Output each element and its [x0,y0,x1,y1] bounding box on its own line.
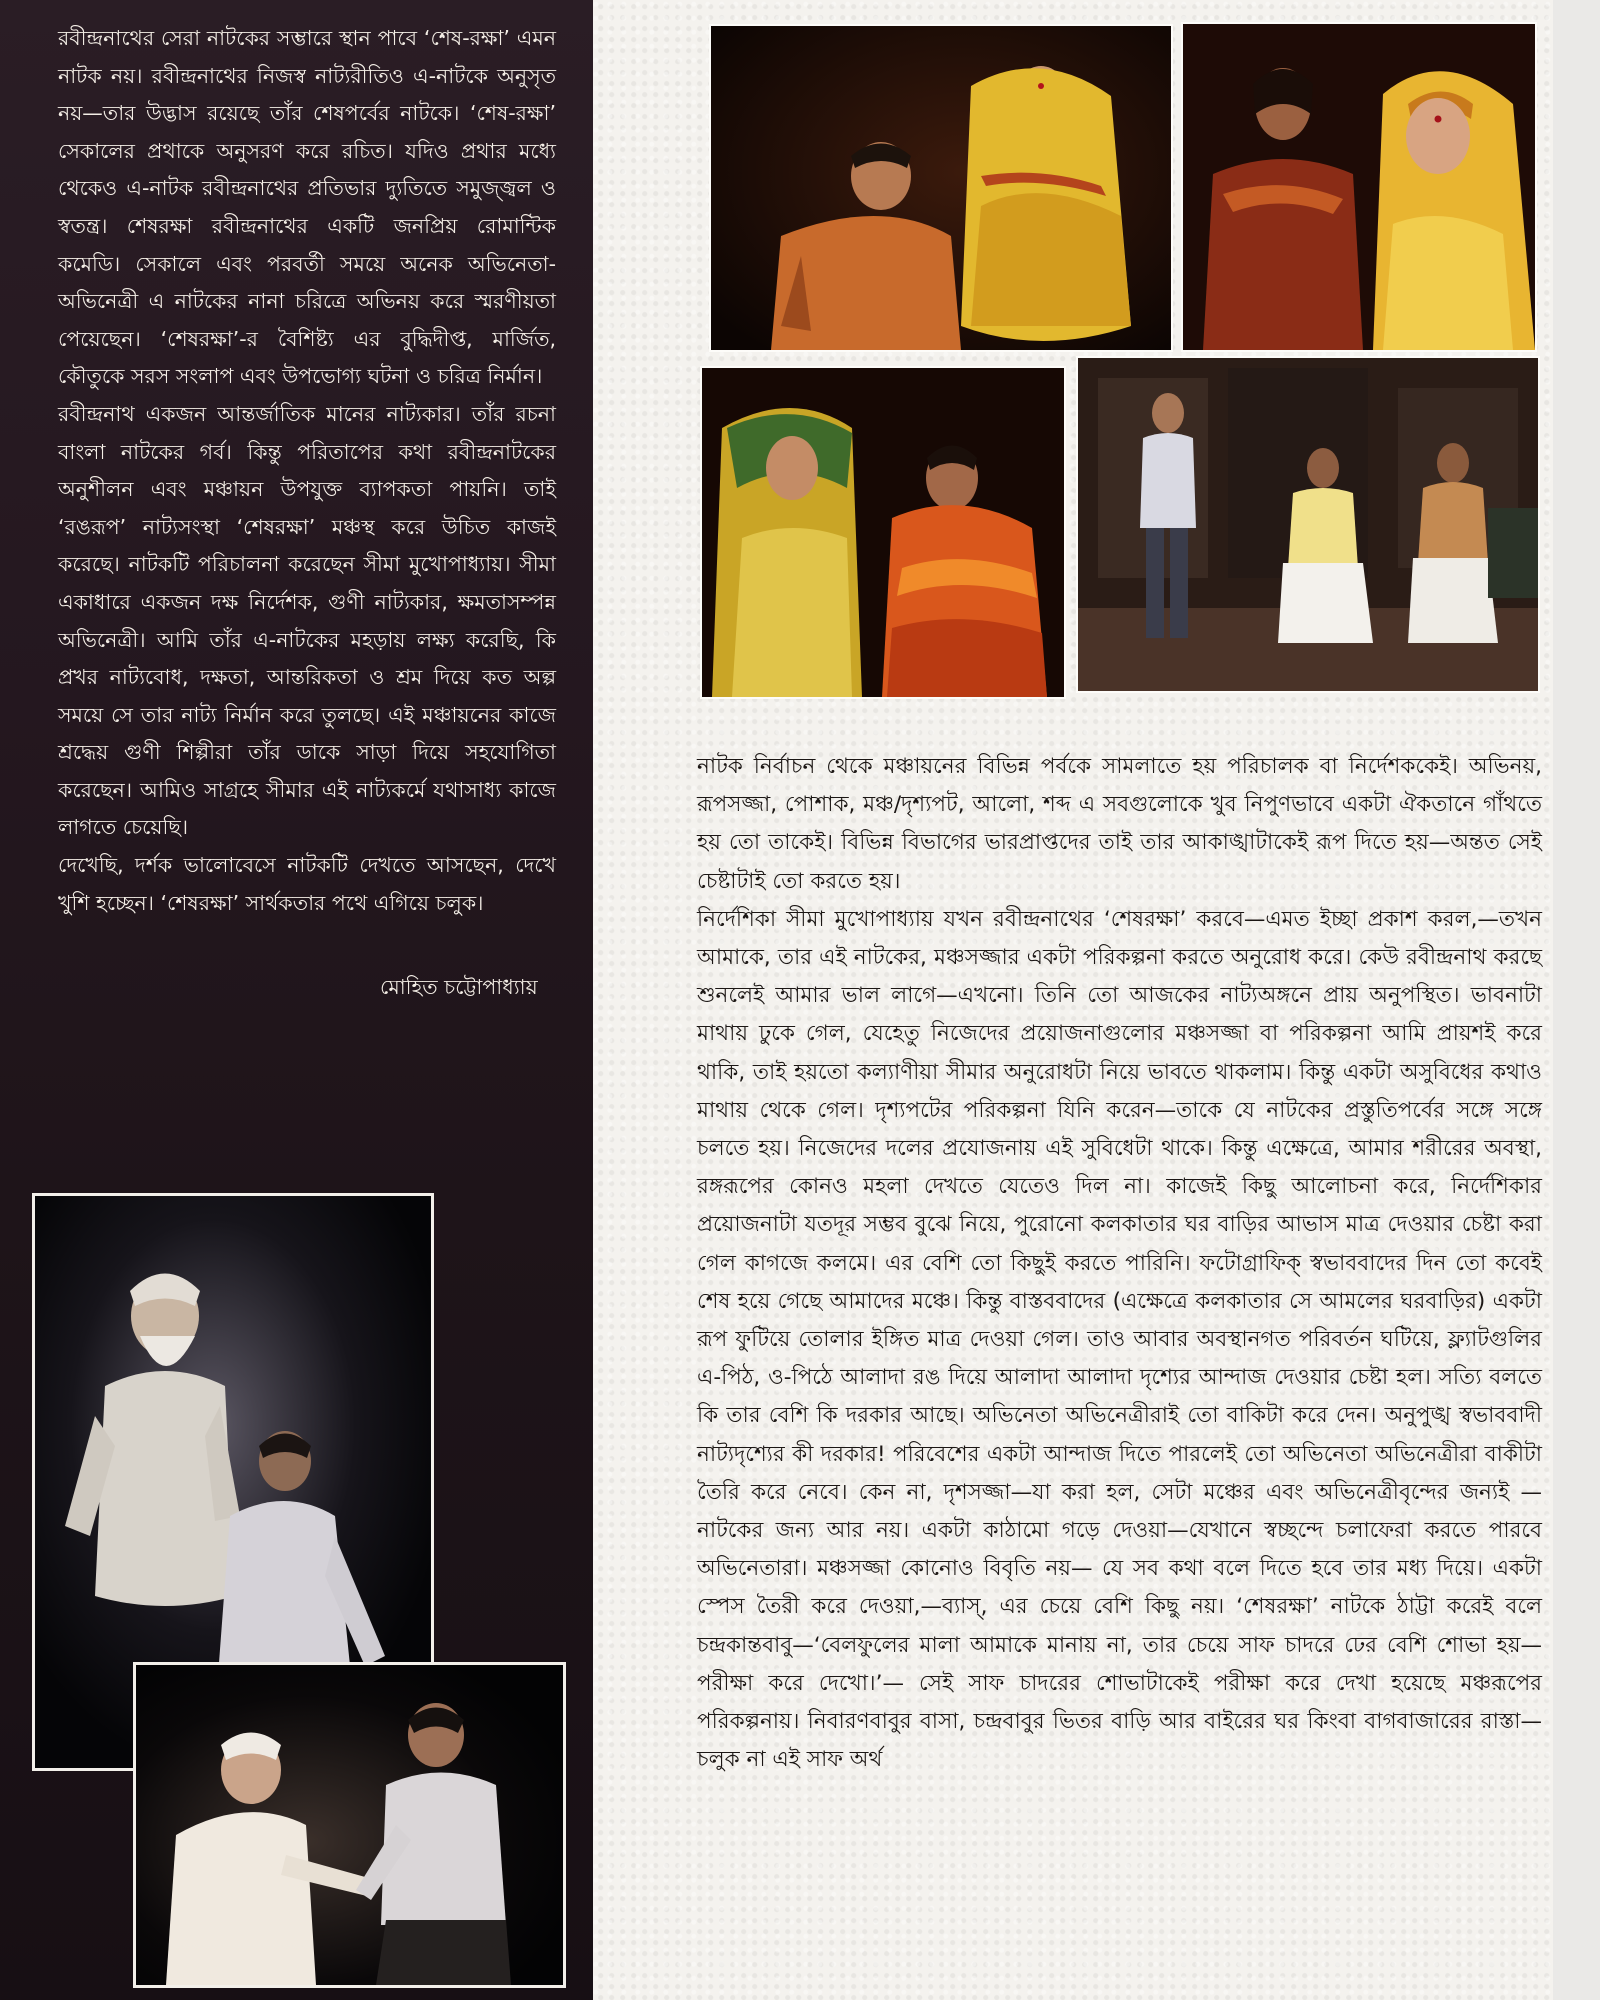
stage-design-article-text [697,748,1542,1779]
stage-photo-two-women-conversing [1181,22,1537,352]
foreword-paragraph-1: রবীন্দ্রনাথের সেরা নাটকের সম্ভারে স্থান পাবে ‘শেষ-রক্ষা’ এমন নাটক নয়। রবীন্দ্রনাথের নিজস্ব নাট্যরীতিও এ-নাটকে অনুসৃত নয়—তার উদ্ভাস রয়েছে তাঁর শেষপর্বের নাটকে। ‘শেষ-রক্ষা’ সেকালের প্রথাকে অনুসরণ করে রচিত। যদিও প্রথার মধ্যে থেকেও এ-নাটক রবীন্দ্রনাথের প্রতিভার দ্যুতিতে সমুজ্জ্বল ও স্বতন্ত্র। শেষরক্ষা রবীন্দ্রনাথের একটি জনপ্রিয় রোমান্টিক কমেডি। সেকালে এবং পরবর্তী সময়ে অনেক অভিনেতা-অভিনেত্রী এ নাটকের নানা চরিত্রে অভিনয় করে স্মরণীয়তা পেয়েছেন। ‘শেষরক্ষা’-র বৈশিষ্ট্য এর বুদ্ধিদীপ্ত, মার্জিত, কৌতুকে সরস সংলাপ এবং উপভোগ্য ঘটনা ও চরিত্র নির্মান। [58,26,556,389]
page-right-margin [1553,0,1600,2000]
foreword-paragraph-2: রবীন্দ্রনাথ একজন আন্তর্জাতিক মানের নাট্যকার। তাঁর রচনা বাংলা নাটকের গর্ব। কিন্তু পরিতাপের কথা রবীন্দ্রনাটকের অনুশীলন এবং মঞ্চায়ন উপযুক্ত ব্যাপকতা পায়নি। তাই ‘রঙরূপ’ নাট্যসংস্থা ‘শেষরক্ষা’ মঞ্চস্থ করে উচিত কাজই করেছে। নাটকটি পরিচালনা করেছেন সীমা মুখোপাধ্যায়। সীমা একাধারে একজন দক্ষ নির্দেশক, গুণী নাট্যকার, ক্ষমতাসম্পন্ন অভিনেত্রী। আমি তাঁর এ-নাটকের মহড়ায় লক্ষ্য করেছি, কি প্রখর নাট্যবোধ, দক্ষতা, আন্তরিকতা ও শ্রম দিয়ে কত অল্প সময়ে সে তার নাট্য নির্মান করে তুলছে। এই মঞ্চায়নের কাজে শ্রদ্ধেয় গুণী শিল্পীরা তাঁর ডাকে সাড়া দিয়ে সহযোগিতা করেছেন। আমিও সাগ্রহে সীমার এই নাট্যকর্মে যথাসাধ্য কাজে লাগতে চেয়েছি। [58,401,556,840]
author-signature: মোহিত চট্টোপাধ্যায় [380,975,538,999]
stage-photo-two-actors-greeting [133,1662,566,1988]
foreword-text [58,20,556,922]
stage-photo-seated-women [700,366,1066,699]
article-paragraph-2: নির্দেশিকা সীমা মুখোপাধ্যায় যখন রবীন্দ্রনাথের ‘শেষরক্ষা’ করবে—এমত ইচ্ছা প্রকাশ করল,—তখন আমাকে, তার এই নাটকের, মঞ্চসজ্জার একটা পরিকল্পনা করতে অনুরোধ করে। কেউ রবীন্দ্রনাথ করছে শুনলেই আমার ভাল লাগে—এখনো। তিনি তো আজকের নাট্যঅঙ্গনে প্রায় অনুপস্থিত। ভাবনাটা মাথায় ঢুকে গেল, যেহেতু নিজেদের প্রয়োজনাগুলোর মঞ্চসজ্জা বা পরিকল্পনা আমি প্রায়শই করে থাকি, তাই হয়তো কল্যাণীয়া সীমার অনুরোধটা নিয়ে ভাবতে থাকলাম। কিন্তু একটা অসুবিধের কথাও মাথায় থেকে গেল। দৃশ্যপটের পরিকল্পনা যিনি করেন—তাকে যে নাটকের প্রস্তুতিপর্বের সঙ্গে সঙ্গে চলতে হয়। নিজেদের দলের প্রযোজনায় এই সুবিধেটা থাকে। কিন্তু এক্ষেত্রে, আমার শরীরের অবস্থা, রঙ্গরূপের কোনও মহলা দেখতে যেতেও দিল না। কাজেই কিছু আলোচনা করে, নির্দেশিকার প্রয়োজনাটা যতদূর সম্ভব বুঝে নিয়ে, পুরোনো কলকাতার ঘর বাড়ির আভাস মাত্র দেওয়ার চেষ্টা করা গেল কাগজে কলমে। এর বেশি তো কিছুই করতে পারিনি। ফটোগ্রাফিক্ স্বভাববাদের দিন তো কবেই শেষ হয়ে গেছে আমাদের মঞ্চে। কিন্তু বাস্তববাদের (এক্ষেত্রে কলকাতার সে আমলের ঘরবাড়ির) একটা রূপ ফুটিয়ে তোলার ইঙ্গিত মাত্র দেওয়া গেল। তাও আবার অবস্থানগত পরিবর্তন ঘটিয়ে, ফ্ল্যাটগুলির এ-পিঠ, ও-পিঠে আলাদা রঙ দিয়ে আলাদা আলাদা দৃশ্যের আন্দাজ দেওয়ার চেষ্টা হল। সত্যি বলতে কি তার বেশি কি দরকার আছে। অভিনেতা অভিনেত্রীরাই তো বাকিটা করে দেন। অনুপুঙ্খ স্বভাববাদী নাট্যদৃশ্যের কী দরকার! পরিবেশের একটা আন্দাজ দিতে পারলেই তো অভিনেতা অভিনেত্রীরা বাকীটা তৈরি করে নেবে। কেন না, দৃশসজ্জা—যা করা হল, সেটা মঞ্চের এবং অভিনেত্রীবৃন্দের জন্যই —নাটকের জন্য আর নয়। একটা কাঠামো গড়ে দেওয়া—যেখানে স্বচ্ছন্দে চলাফেরা করতে পারবে অভিনেতারা। মঞ্চসজ্জা কোনোও বিবৃতি নয়— যে সব কথা বলে দিতে হবে তার মধ্য দিয়ে। একটা স্পেস তৈরী করে দেওয়া,—ব্যাস্, এর চেয়ে বেশি কিছু নয়। ‘শেষরক্ষা’ নাটকে ঠাট্টা করেই বলে চন্দ্রকান্তবাবু—‘বেলফুলের মালা আমাকে মানায় না, তার চেয়ে সাফ চাদরে ঢের বেশি শোভা হয়—পরীক্ষা করে দেখো।’— সেই সাফ চাদরের শোভাটাকেই পরীক্ষা করে দেখা হয়েছে মঞ্চরূপের পরিকল্পনায়। নিবারণবাবুর বাসা, চন্দ্রবাবুর ভিতর বাড়ি আর বাইরের ঘর কিংবা বাগবাজারের রাস্তা—চলুক না এই সাফ অর্থ [697,906,1543,1773]
stage-photo-man-and-woman-in-yellow [709,24,1173,352]
article-paragraph-1: নাটক নির্বাচন থেকে মঞ্চায়নের বিভিন্ন পর্বকে সামলাতে হয় পরিচালক বা নির্দেশককেই। অভিনয়, রূপসজ্জা, পোশাক, মঞ্চ/দৃশ্যপট, আলো, শব্দ এ সবগুলোকে খুব নিপুণভাবে একটা ঐকতানে গাঁথতে হয় তো তাকেই। বিভিন্ন বিভাগের ভারপ্রাপ্তদের তাই তার আকাঙ্খাটাকেই রূপ দিতে হয়—অন্তত সেই চেষ্টাটাই তো করতে হয়। [697,754,1542,894]
stage-photo-three-men-on-stage [1076,356,1540,693]
foreword-paragraph-3: দেখেছি, দর্শক ভালোবেসে নাটকটি দেখতে আসছেন, দেখে খুশি হচ্ছেন। ‘শেষরক্ষা’ সার্থকতার পথে এগিয়ে চলুক। [58,853,556,915]
